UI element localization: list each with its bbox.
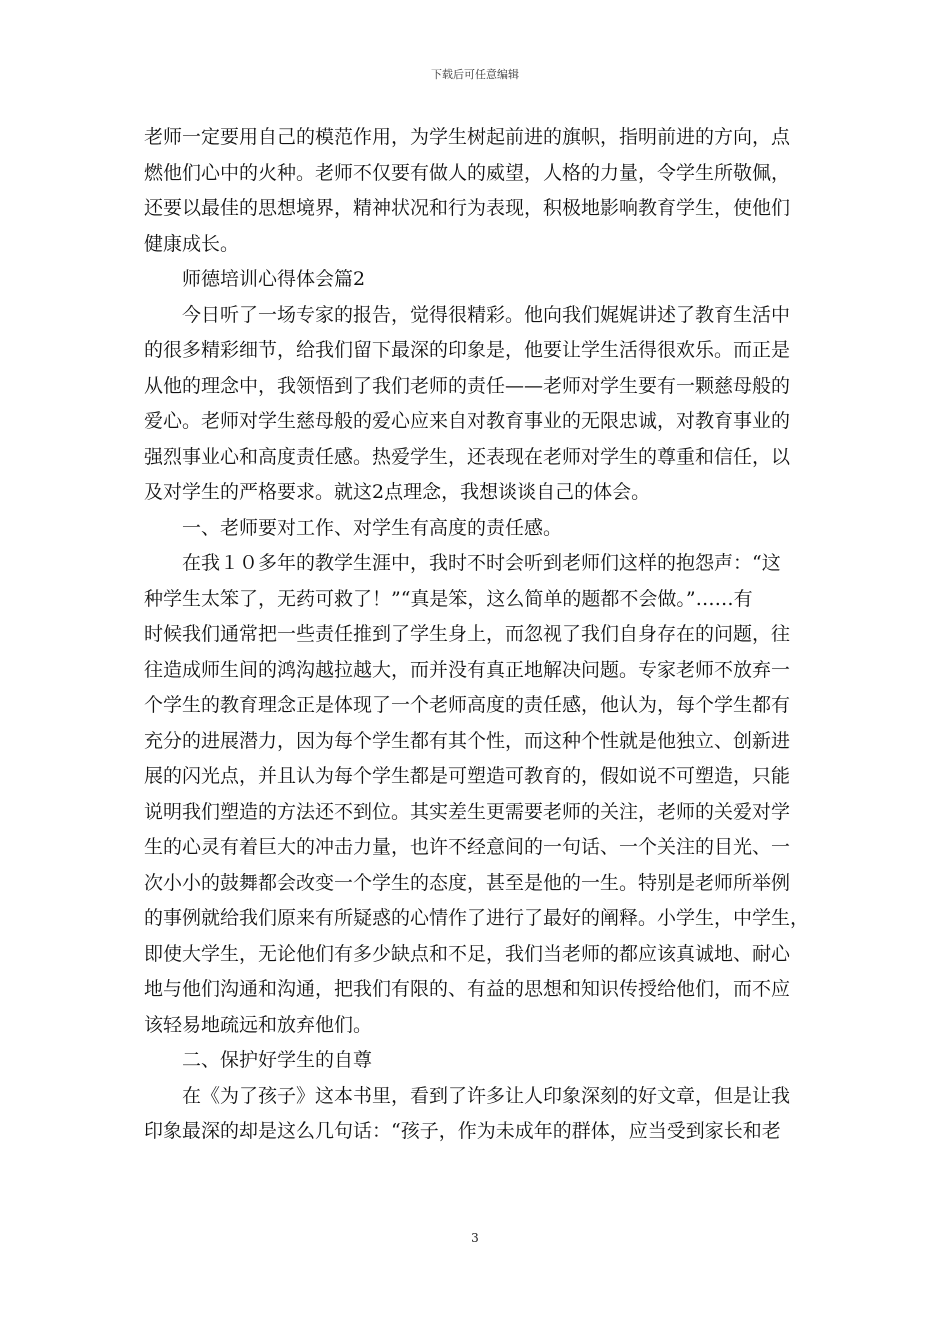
text-line: 燃他们心中的火种。老师不仅要有做人的威望，人格的力量，令学生所敬佩， [144, 161, 791, 184]
document-body [144, 120, 824, 1150]
text-line: 的很多精彩细节，给我们留下最深的印象是，他要让学生活得很欢乐。而正是 [144, 339, 791, 361]
page-number: 3 [471, 1231, 479, 1245]
text-line: 在我１０多年的教学生涯中，我时不时会听到老师们这样的抱怨声：“这 [144, 552, 781, 574]
text-line: 爱心。老师对学生慈母般的爱心应来自对教育事业的无限忠诚，对教育事业的 [144, 410, 791, 432]
text-line: 种学生太笨了，无药可救了！”“真是笨，这么简单的题都不会做。”……有 [144, 587, 753, 610]
text-line: 及对学生的严格要求。就这2点理念，我想谈谈自己的体会。 [144, 481, 651, 503]
text-line: 地与他们沟通和沟通，把我们有限的、有益的思想和知识传授给他们，而不应 [144, 978, 791, 1000]
text-line: 师德培训心得体会篇2 [144, 268, 366, 290]
text-line: 在《为了孩子》这本书里，看到了许多让人印象深刻的好文章，但是让我 [144, 1084, 791, 1107]
text-line: 二、保护好学生的自尊 [144, 1049, 373, 1071]
text-line: 从他的理念中，我领悟到了我们老师的责任——老师对学生要有一颗慈母般的 [144, 374, 791, 397]
text-line: 时候我们通常把一些责任推到了学生身上，而忽视了我们自身存在的问题，往 [144, 623, 791, 645]
text-line: 即使大学生，无论他们有多少缺点和不足，我们当老师的都应该真诚地、耐心 [144, 942, 791, 965]
text-line: 个学生的教育理念正是体现了一个老师高度的责任感，他认为，每个学生都有 [144, 694, 791, 716]
text-line: 往造成师生间的鸿沟越拉越大，而并没有真正地解决问题。专家老师不放弃一 [144, 658, 791, 681]
text-line: 的事例就给我们原来有所疑惑的心情作了进行了最好的阐释。小学生，中学生， [144, 907, 810, 929]
page-header: 下载后可任意编辑 [431, 68, 519, 81]
text-line: 生的心灵有着巨大的冲击力量，也许不经意间的一句话、一个关注的目光、一 [144, 836, 791, 858]
text-line: 强烈事业心和高度责任感。热爱学生，还表现在老师对学生的尊重和信任，以 [144, 445, 791, 468]
text-line: 今日听了一场专家的报告，觉得很精彩。他向我们娓娓讲述了教育生活中 [144, 303, 791, 326]
text-line: 该轻易地疏远和放弃他们。 [144, 1013, 373, 1036]
text-line: 健康成长。 [144, 232, 240, 255]
text-line: 说明我们塑造的方法还不到位。其实差生更需要老师的关注，老师的关爱对学 [144, 800, 791, 823]
text-line: 充分的进展潜力，因为每个学生都有其个性，而这种个性就是他独立、创新进 [144, 729, 791, 752]
text-line: 展的闪光点，并且认为每个学生都是可塑造可教育的，假如说不可塑造，只能 [144, 765, 791, 787]
text-line: 还要以最佳的思想境界，精神状况和行为表现，积极地影响教育学生，使他们 [144, 197, 791, 219]
text-line: 老师一定要用自己的模范作用，为学生树起前进的旗帜，指明前进的方向，点 [144, 126, 791, 148]
text-line: 一、老师要对工作、对学生有高度的责任感。 [144, 516, 563, 539]
text-line: 次小小的鼓舞都会改变一个学生的态度，甚至是他的一生。特别是老师所举例 [144, 871, 791, 894]
text-line: 印象最深的却是这么几句话：“孩子，作为未成年的群体，应当受到家长和老 [144, 1120, 781, 1142]
